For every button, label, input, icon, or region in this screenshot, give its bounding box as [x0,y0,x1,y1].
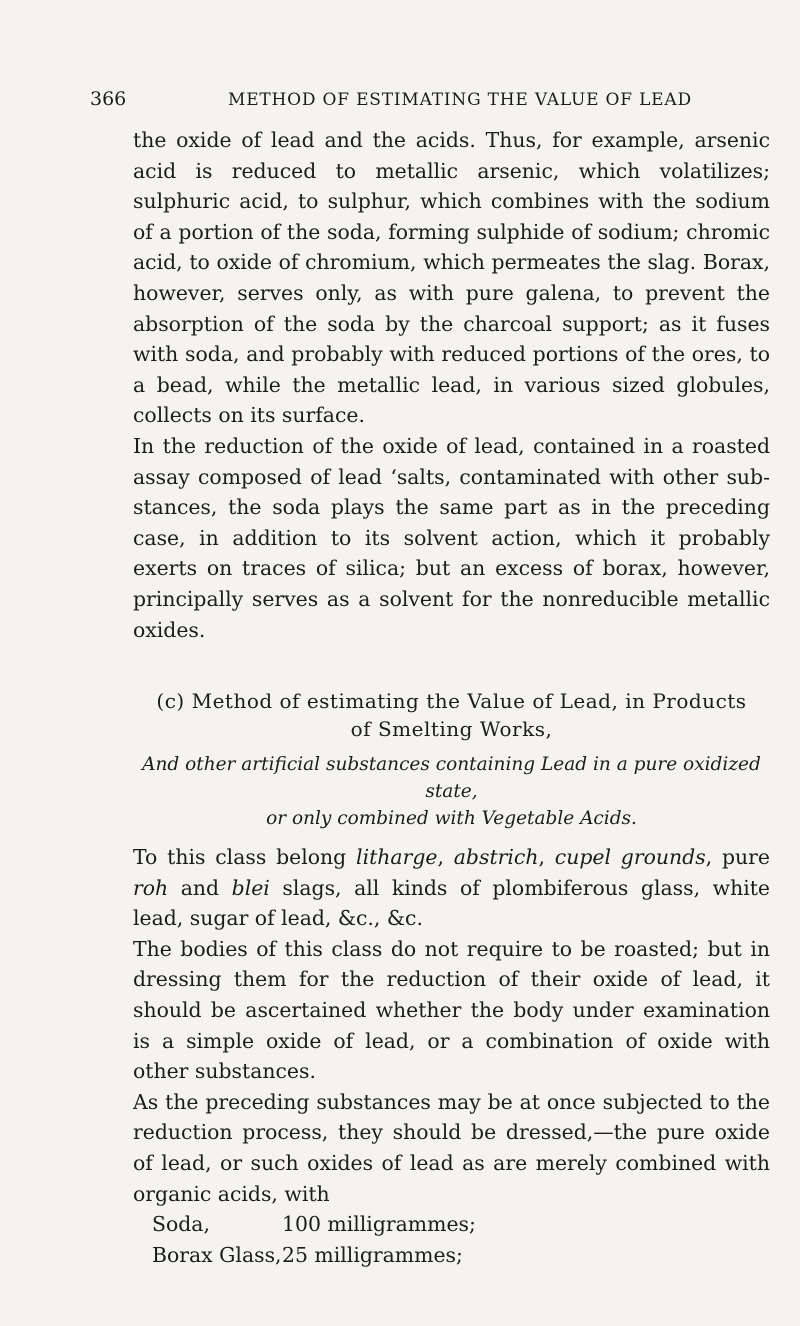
paragraph-dressing: As the preceding substances may be at once subjected to the reduction process, they should be dressed,—the pure oxide of lead, or such oxides of lead as are merely combined with organic acids, with [133,1089,770,1206]
paragraph-continued: the oxide of lead and the acids. Thus, for example, arsenic acid is reduced to metallic arsenic, which volatilizes; sulphuric acid, to sulphur, which combines with the sodium of a portion of the soda, forming sulphide of sodium; chromic acid, to oxide of chromium, which permeates the slag. Borax, however, serves only, as with pure galena, to prevent the absorption of the soda by the charcoal support; as it fuses with soda, and probably with reduced portions of the ores, to a bead, while the metallic lead, in various sized globules, collects on its surface. [133,128,770,428]
text-run: To this class belong [133,845,357,870]
paragraph-roasting-note: The bodies of this class do not require to be roasted; but in dressing them for the reduction of their oxide of lead, it should be ascertained whether the body under examination is a simple oxide of lead, or a combination of oxide with other substances. [133,936,770,1084]
text-run: , [437,845,454,870]
text-run: , pure [705,845,770,870]
section-subheading-line2: or only combined with Vegetable Acids. [266,808,637,830]
term-blei: blei [231,875,270,900]
recipe-row [133,1240,770,1271]
text-run: , [538,845,555,870]
recipe-amount: 100 milligrammes; [282,1212,476,1237]
recipe-table [133,1209,770,1270]
recipe-ingredient: Soda, [152,1212,210,1237]
section-heading-line1: (c) Method of estimating the Value of Lead, in Products [156,689,747,714]
term-roh: roh [133,875,169,900]
section-subheading-line1: And other artificial substances containing Lead in a pure oxidized state, [142,754,761,803]
paragraph-class-members [133,842,770,934]
running-title: METHOD OF ESTIMATING THE VALUE OF LEAD [228,90,692,110]
term-cupel-grounds: cupel grounds [554,845,706,870]
text-run: and [168,875,232,900]
page-number: 366 [90,88,127,110]
recipe-ingredient: Borax Glass, [152,1242,282,1267]
term-abstrich: abstrich [453,845,539,870]
paragraph-reduction-roasted-assay: In the reduction of the oxide of lead, contained in a roasted assay composed of lead ‘salts, contaminated with other sub-stances, the soda plays the same part as in the preceding case, in addition to its solvent action, which it probably exerts on traces of silica; but an excess of borax, however, principally serves as a solvent for the nonreducible metallic oxides. [133,433,770,642]
page-body [133,125,770,1270]
section-subheading [133,751,770,832]
section-heading [133,687,770,743]
text-run: slags, all kinds of plombiferous glass, white lead, sugar of lead, &c., &c. [133,875,770,931]
section-heading-line2: of Smelting Works, [350,717,553,742]
recipe-amount: 25 milligrammes; [282,1242,463,1267]
recipe-row [133,1209,770,1240]
term-litharge: litharge [356,845,438,870]
